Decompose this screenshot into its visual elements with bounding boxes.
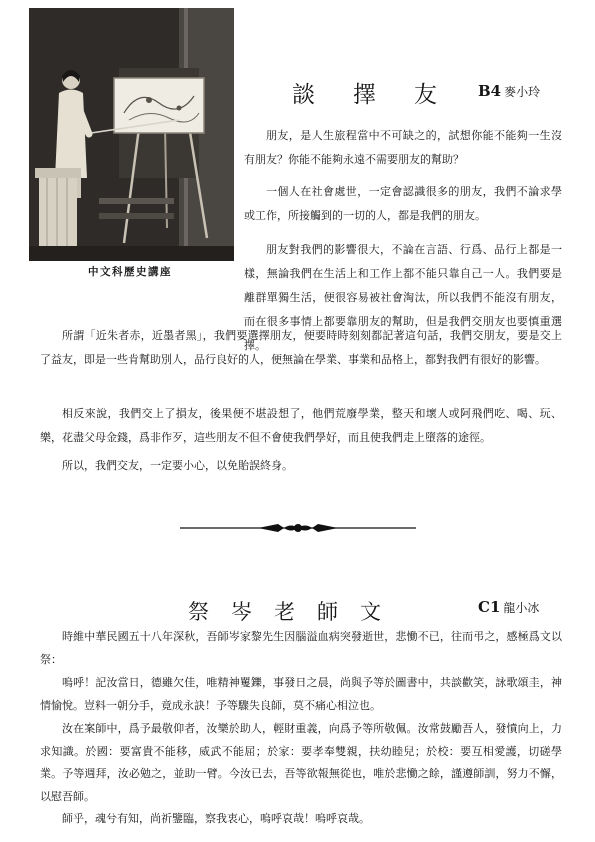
article-1-paragraph-3-text: 朋友對我們的影響很大，不論在言語、行爲、品行上都是一樣，無論我們在生活上和工作上都不能只靠自己一人。我們要是離群單獨生活，便很容易被社會淘汰，所以我們不能沒有朋友，而在很多事情上都要靠朋友的幫助，但是我們交朋友也要慎重選擇。 bbox=[244, 243, 562, 352]
article-1-title: 談擇友 bbox=[292, 82, 475, 108]
article-2-paragraph-4: 師乎，魂兮有知，尚祈鑒臨，察我衷心，嗚呼哀哉！嗚呼哀哉。 bbox=[62, 812, 370, 825]
article-2-paragraph-3: 汝在案師中，爲予最敬仰者，汝樂於助人，輕財重義，向爲予等所敬佩。汝常鼓勵吾人，發憤向上，力求知識。於國：要富貴不能移，威武不能屈；於家：要孝奉雙親，扶幼睦兒；於校：要互相愛護，切磋學業。予等週拜，汝必勉之，並助一臂。今汝已去，吾等欲報無從也，唯於悲慟之餘，謹遵師訓，努力不懈，以慰吾師。 bbox=[40, 722, 562, 803]
article-1-paragraph-5: 相反來說，我們交上了損友，後果便不堪設想了，他們荒廢學業，整天和壞人或阿飛們吃、喝、玩、樂，花盡父母金錢，爲非作歹，這些朋友不但不會使我們學好，而且使我們走上墮落的途徑。 bbox=[40, 407, 562, 444]
article-1-author bbox=[478, 82, 540, 100]
article-2-title: 祭岑老師文 bbox=[188, 600, 403, 624]
lecture-photo bbox=[29, 8, 234, 261]
article-2-author-code: C1 bbox=[478, 598, 501, 616]
article-2-author bbox=[478, 598, 539, 616]
article-1-author-code: B4 bbox=[478, 82, 502, 100]
photo-caption: 中文科歷史講座 bbox=[88, 266, 172, 278]
lecture-photo-image bbox=[29, 8, 234, 261]
article-1-paragraph-2: 一個人在社會處世，一定會認識很多的朋友，我們不論求學或工作，所接觸到的一切的人，都是我們的朋友。 bbox=[244, 185, 562, 222]
ornamental-divider bbox=[180, 523, 416, 533]
article-1-paragraph-4: 所謂「近朱者赤，近墨者黑」，我們要選擇朋友，便要時時刻刻都記著這句話，我們交朋友，要是交上了益友，即是一些肯幫助別人，品行良好的人，便無論在學業、事業和品格上，都對我們有很好的影響。 bbox=[40, 329, 562, 366]
article-2-paragraph-1: 時維中華民國五十八年深秋，吾師岑家黎先生因腦溢血病突發逝世，悲慟不已，往而弔之，感極爲文以祭： bbox=[40, 630, 562, 666]
article-1-paragraph-6: 所以，我們交友，一定要小心，以免貽誤終身。 bbox=[62, 459, 293, 472]
article-1-author-name: 麥小玲 bbox=[504, 85, 541, 99]
article-2-paragraph-2: 嗚呼！記汝當日，德雖欠佳，唯精神矍鑠，事發日之晨，尚與予等於圖書中，共談歡笑，詠歌頌圭，神情愉悅。豈料一朝分手，竟成永訣！予等驟失良師，莫不痛心相泣也。 bbox=[40, 676, 562, 712]
article-1-paragraph-1: 朋友，是人生旅程當中不可缺之的，試想你能不能夠一生沒有朋友？你能不能夠永遠不需要朋友的幫助？ bbox=[244, 129, 562, 166]
article-2-author-name: 龍小冰 bbox=[503, 601, 540, 615]
